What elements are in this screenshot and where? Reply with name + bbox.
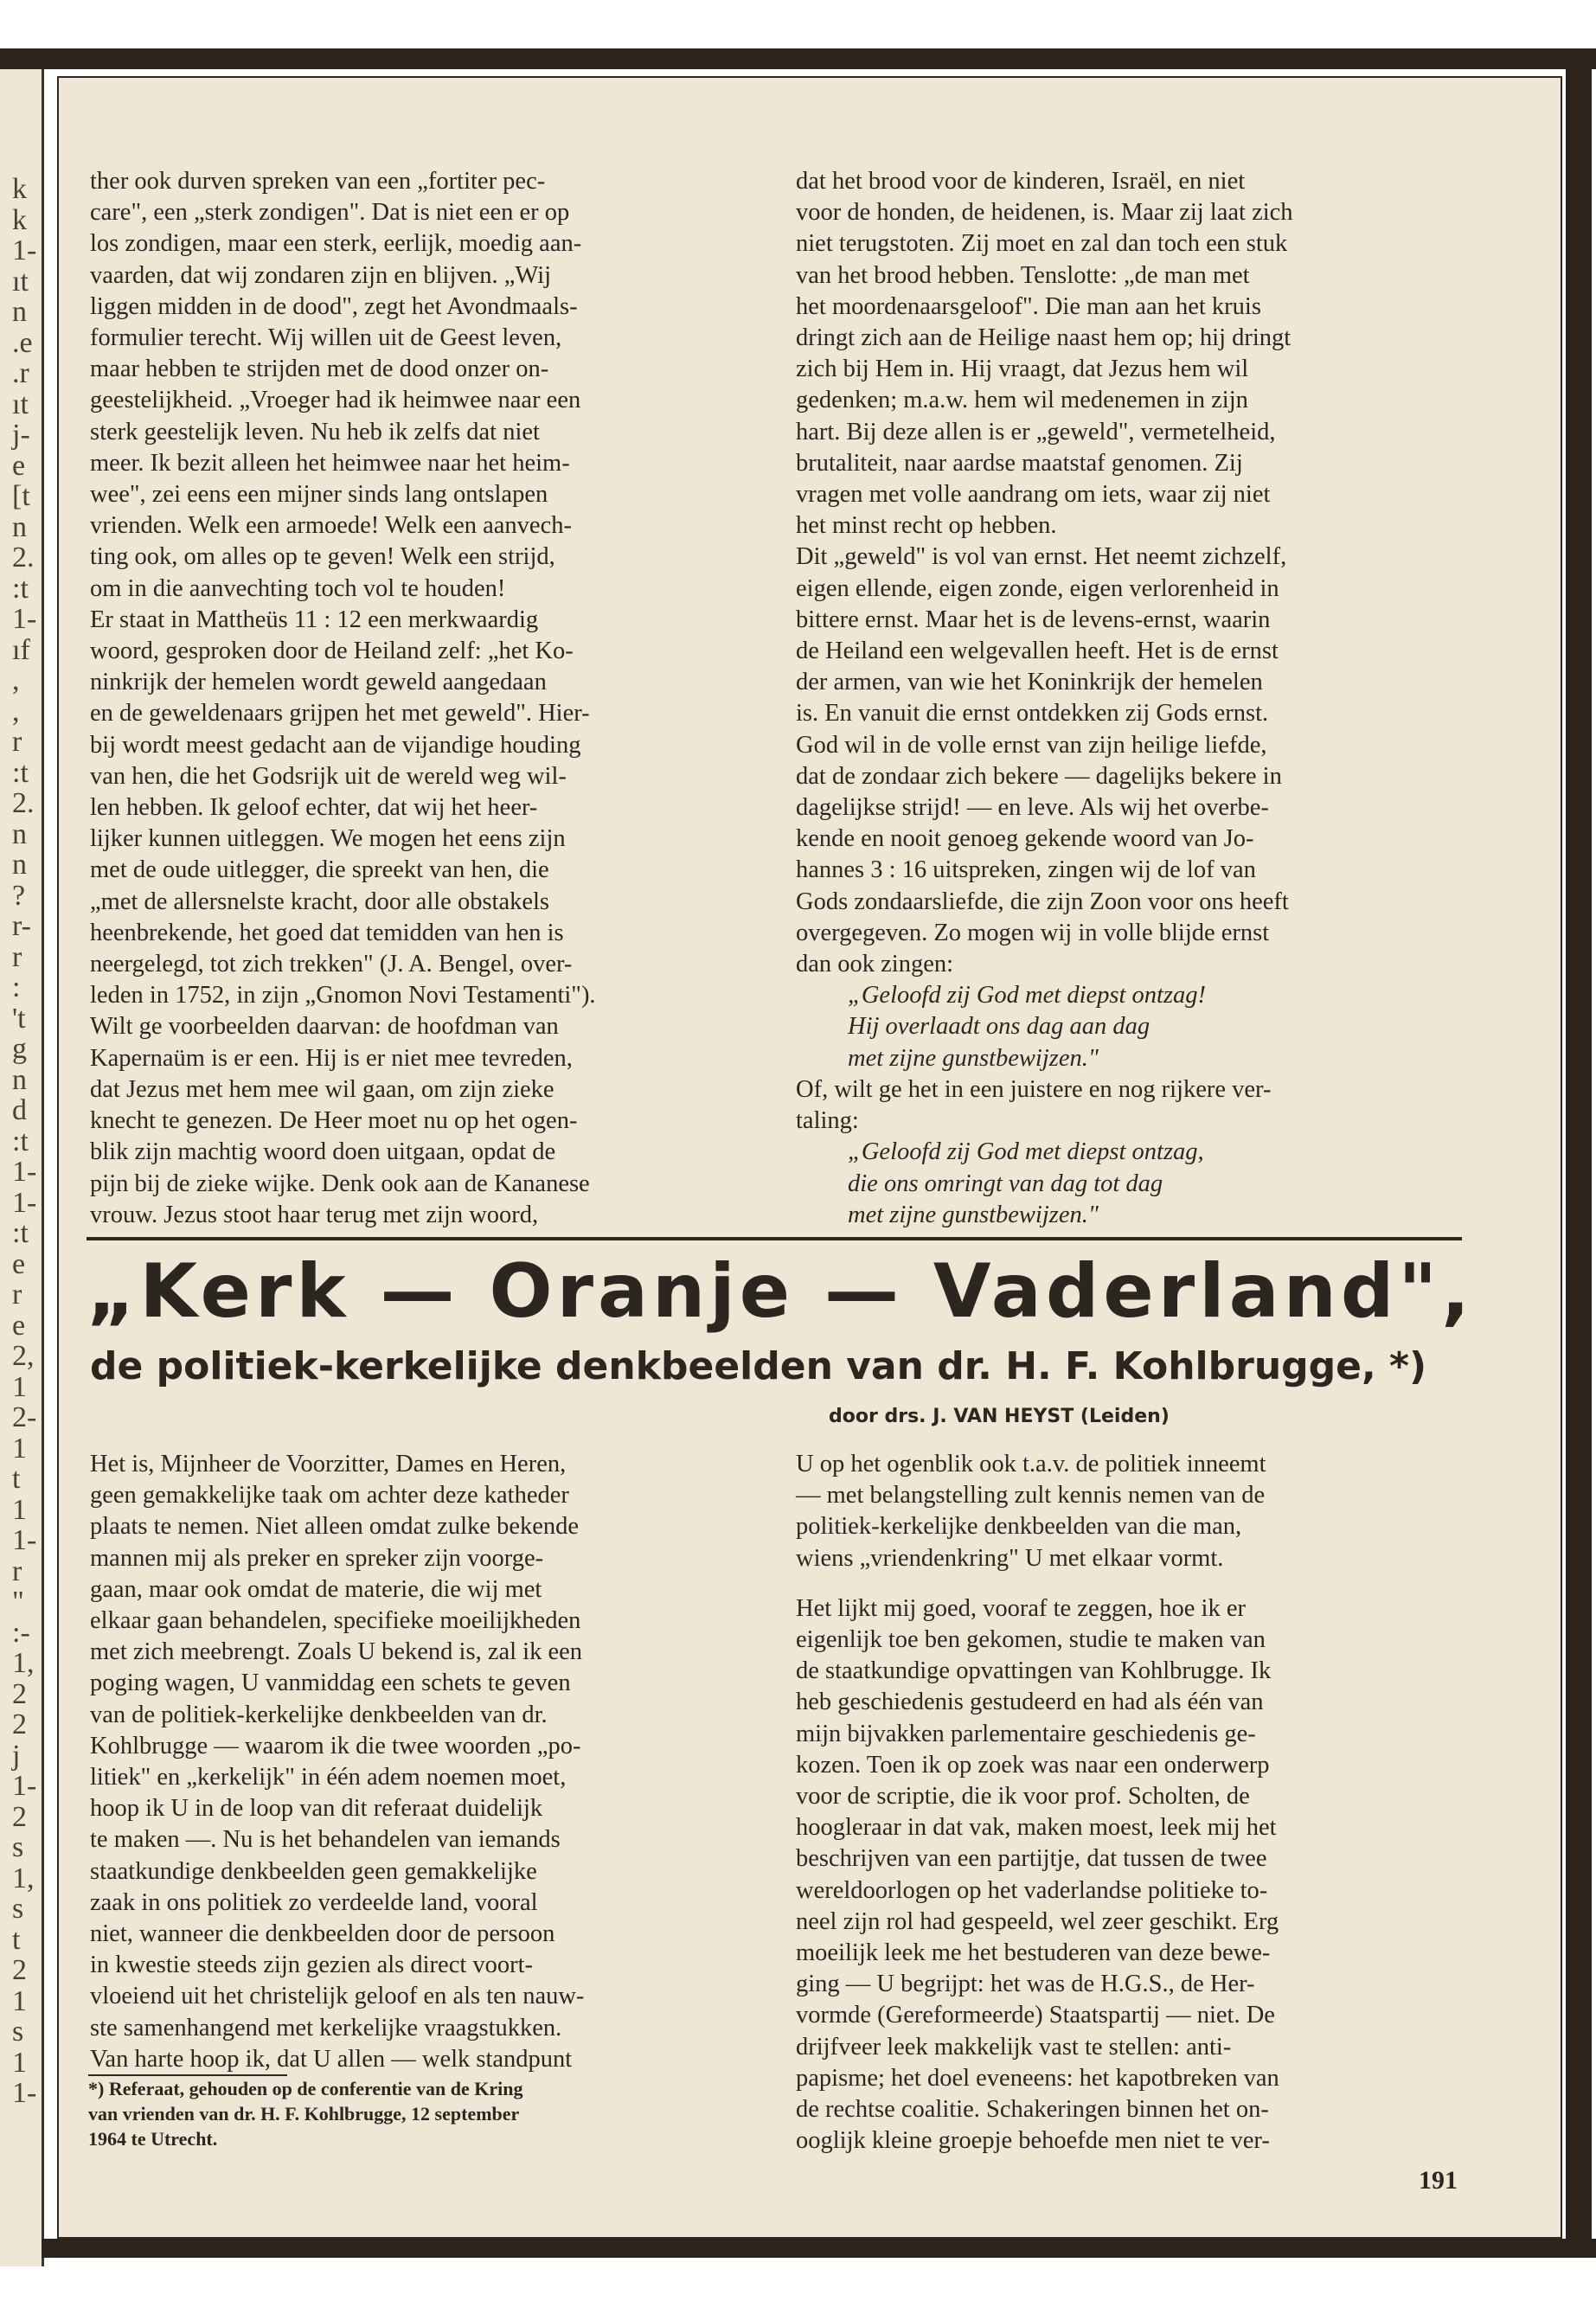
text-line: „Geloofd zij God met diepst ontzag! bbox=[848, 982, 1207, 1009]
bottom-right-column bbox=[796, 1449, 1469, 2157]
text-line: hoogleraar in dat vak, maken moest, leek mij het bbox=[796, 1814, 1277, 1842]
adjacent-page-strip bbox=[0, 52, 44, 2266]
text-line: Gods zondaarsliefde, die zijn Zoon voor ons heeft bbox=[796, 888, 1289, 915]
text-line: vormde (Gereformeerde) Staatspartij — niet. De bbox=[796, 2002, 1275, 2029]
text-line: poging wagen, U vanmiddag een schets te geven bbox=[90, 1670, 571, 1697]
text-line: „met de allersnelste kracht, door alle obstakels bbox=[90, 888, 550, 915]
text-line: ther ook durven spreken van een „fortiter pec- bbox=[90, 168, 546, 195]
text-line: drijfveer leek makkelijk vast te stellen: anti- bbox=[796, 2033, 1232, 2061]
text-line: woord, gesproken door de Heiland zelf: „het Ko- bbox=[90, 638, 574, 665]
text-line: de rechtse coalitie. Schakeringen binnen het on- bbox=[796, 2096, 1269, 2124]
text-line: niet terugstoten. Zij moet en zal dan toch een stuk bbox=[796, 230, 1288, 258]
text-line: vrienden. Welk een armoede! Welk een aanvech- bbox=[90, 512, 572, 540]
text-line: taling: bbox=[796, 1107, 859, 1135]
bottom-left-column bbox=[90, 1449, 763, 2075]
adjacent-page-fragment: r bbox=[12, 940, 22, 973]
adjacent-page-fragment: : bbox=[12, 971, 21, 1003]
text-line: geestelijkheid. „Vroeger had ik heimwee naar een bbox=[90, 387, 581, 414]
adjacent-page-fragment: n bbox=[12, 296, 27, 328]
text-line: Hij overlaadt ons dag aan dag bbox=[848, 1013, 1151, 1041]
text-line: „Geloofd zij God met diepst ontzag, bbox=[848, 1138, 1204, 1166]
top-left-column bbox=[90, 166, 760, 1231]
adjacent-page-fragment: s bbox=[12, 1831, 24, 1863]
text-line: meer. Ik bezit alleen het heimwee naar het heim- bbox=[90, 449, 570, 477]
text-line: dat de zondaar zich bekere — dagelijks bekere in bbox=[796, 762, 1282, 790]
text-line: knecht te genezen. De Heer moet nu op het ogen- bbox=[90, 1107, 578, 1135]
between-poems-text bbox=[796, 1074, 1469, 1137]
adjacent-page-fragment: :t bbox=[12, 756, 29, 789]
bottom-right-paragraph-2 bbox=[796, 1593, 1469, 2157]
text-line: politiek-kerkelijke denkbeelden van die man, bbox=[796, 1513, 1242, 1541]
article-subheading: de politiek-kerkelijke denkbeelden van dr. H. F. Kohlbrugge, *) bbox=[90, 1344, 1427, 1388]
adjacent-page-fragment: ıt bbox=[12, 388, 29, 420]
text-line: eigenlijk toe ben gekomen, studie te maken van bbox=[796, 1626, 1266, 1654]
text-line: care", een „sterk zondigen". Dat is niet een er op bbox=[90, 199, 570, 227]
text-line: voor de scriptie, die ik voor prof. Scholten, de bbox=[796, 1783, 1250, 1811]
adjacent-page-fragment: k bbox=[12, 203, 27, 236]
text-line: dat Jezus met hem mee wil gaan, om zijn zieke bbox=[90, 1075, 554, 1103]
text-line: wiens „vriendenkring" U met elkaar vormt. bbox=[796, 1544, 1224, 1572]
text-line: ninkrijk der hemelen wordt geweld aangedaan bbox=[90, 669, 547, 696]
adjacent-page-fragment: 2 bbox=[12, 1677, 27, 1710]
text-line: litiek" en „kerkelijk" in één adem noemen moet, bbox=[90, 1764, 567, 1791]
adjacent-page-fragment: n bbox=[12, 849, 27, 881]
text-line: sterk geestelijk leven. Nu heb ik zelfs dat niet bbox=[90, 418, 540, 445]
adjacent-page-fragment: :t bbox=[12, 572, 29, 605]
adjacent-page-fragment: .r bbox=[12, 357, 29, 389]
text-line: wee", zei eens een mijner sinds lang ontslapen bbox=[90, 481, 548, 509]
text-line: vaarden, dat wij zondaren zijn en blijven. „Wij bbox=[90, 261, 552, 289]
text-line: Het lijkt mij goed, vooraf te zeggen, hoe ik er bbox=[796, 1594, 1246, 1622]
text-line: van de politiek-kerkelijke denkbeelden van dr. bbox=[90, 1701, 548, 1728]
text-line: hannes 3 : 16 uitspreken, zingen wij de lof van bbox=[796, 856, 1256, 884]
adjacent-page-fragment: :t bbox=[12, 1125, 29, 1157]
text-line: de Heiland een welgevallen heeft. Het is de ernst bbox=[796, 638, 1279, 665]
text-line: heb geschiedenis gestudeerd en had als één van bbox=[796, 1689, 1264, 1716]
text-line: staatkundige denkbeelden geen gemakkelijke bbox=[90, 1857, 537, 1885]
article-byline: door drs. J. VAN HEYST (Leiden) bbox=[829, 1406, 1170, 1427]
adjacent-page-fragment: 1- bbox=[12, 1524, 37, 1556]
text-line: voor de honden, de heidenen, is. Maar zij laat zich bbox=[796, 199, 1293, 227]
text-line: en de geweldenaars grijpen het met geweld". Hier- bbox=[90, 700, 590, 727]
text-line: *) Referaat, gehouden op de conferentie van de Kring bbox=[88, 2078, 523, 2099]
article-headline: „Kerk — Oranje — Vaderland", bbox=[87, 1248, 1474, 1335]
adjacent-page-fragment: 1- bbox=[12, 1156, 37, 1188]
text-line: Het is, Mijnheer de Voorzitter, Dames en Heren, bbox=[90, 1451, 567, 1477]
text-line: neel zijn rol had gespeeld, wel zeer geschikt. Erg bbox=[796, 1907, 1279, 1935]
text-line: plaats te nemen. Niet alleen omdat zulke bekende bbox=[90, 1513, 580, 1541]
adjacent-page-fragment: :t bbox=[12, 1217, 29, 1249]
adjacent-page-fragment: ıt bbox=[12, 265, 29, 298]
text-line: wereldoorlogen op het vaderlandse politieke to- bbox=[796, 1876, 1268, 1904]
text-line: U op het ogenblik ook t.a.v. de politiek inneemt bbox=[796, 1451, 1266, 1477]
adjacent-page-fragment: " bbox=[12, 1586, 24, 1618]
text-line: blik zijn machtig woord doen uitgaan, opdat de bbox=[90, 1138, 556, 1166]
adjacent-page-fragment: 2. bbox=[12, 542, 35, 574]
adjacent-page-fragment: j- bbox=[12, 419, 30, 451]
text-line: met zich meebrengt. Zoals U bekend is, zal ik een bbox=[90, 1638, 582, 1666]
adjacent-page-fragment: n bbox=[12, 510, 27, 543]
text-line: len hebben. Ik geloof echter, dat wij het heer- bbox=[90, 794, 538, 822]
text-line: het moordenaarsgeloof". Die man aan het kruis bbox=[796, 292, 1261, 320]
adjacent-page-fragment: 2 bbox=[12, 1800, 27, 1833]
text-line: lijker kunnen uitleggen. We mogen het eens zijn bbox=[90, 825, 566, 853]
text-line: maar hebben te strijden met de dood onzer on- bbox=[90, 356, 549, 383]
text-line: niet, wanneer die denkbeelden door de persoon bbox=[90, 1920, 555, 1948]
text-line: vloeiend uit het christelijk geloof en als ten nauw- bbox=[90, 1983, 585, 2010]
text-line: ting ook, om alles op te geven! Welk een strijd, bbox=[90, 543, 555, 571]
adjacent-page-fragment: 1 bbox=[12, 1984, 27, 2017]
adjacent-page-fragment: 1, bbox=[12, 1862, 35, 1894]
adjacent-page-fragment: g bbox=[12, 1033, 27, 1065]
text-line: in kwestie steeds zijn gezien als direct voort- bbox=[90, 1952, 534, 1979]
text-line: ooglijk kleine groepje behoefde men niet te ver- bbox=[796, 2127, 1270, 2155]
adjacent-page-fragment: 2. bbox=[12, 787, 35, 819]
adjacent-page-fragment: j bbox=[12, 1739, 21, 1772]
text-line: gedenken; m.a.w. hem wil medenemen in zijn bbox=[796, 387, 1248, 414]
text-line: los zondigen, maar een sterk, eerlijk, moedig aan- bbox=[90, 230, 582, 258]
text-line: overgegeven. Zo mogen wij in volle blijde ernst bbox=[796, 919, 1270, 946]
text-line: God wil in de volle ernst van zijn heilige liefde, bbox=[796, 731, 1267, 759]
adjacent-page-fragment: t bbox=[12, 1923, 21, 1956]
text-line: dringt zich aan de Heilige naast hem op; hij dringt bbox=[796, 324, 1292, 352]
adjacent-page-fragment: r bbox=[12, 1279, 22, 1311]
adjacent-page-fragment: d bbox=[12, 1094, 27, 1126]
text-line: pijn bij de zieke wijke. Denk ook aan de Kananese bbox=[90, 1170, 590, 1197]
adjacent-page-fragment: , bbox=[12, 695, 20, 727]
top-right-paragraphs bbox=[796, 166, 1469, 980]
adjacent-page-fragment: n bbox=[12, 1063, 27, 1096]
text-line: de staatkundige opvattingen van Kohlbrugge. Ik bbox=[796, 1657, 1272, 1685]
scan-border-right bbox=[1566, 48, 1592, 2254]
text-line: te maken —. Nu is het behandelen van iemands bbox=[90, 1826, 561, 1854]
adjacent-page-fragment: 1, bbox=[12, 1647, 35, 1679]
text-line: dat het brood voor de kinderen, Israël, en niet bbox=[796, 168, 1246, 195]
text-line: van het brood hebben. Tenslotte: „de man met bbox=[796, 261, 1250, 289]
text-line: bij wordt meest gedacht aan de vijandige houding bbox=[90, 731, 581, 759]
adjacent-page-fragment: 1 bbox=[12, 2046, 27, 2079]
text-line: Dit „geweld" is vol van ernst. Het neemt zichzelf, bbox=[796, 543, 1287, 571]
adjacent-page-fragment: 1- bbox=[12, 234, 37, 266]
adjacent-page-fragment: 1- bbox=[12, 2077, 37, 2109]
bottom-right-paragraph-1 bbox=[796, 1449, 1469, 1574]
text-line: elkaar gaan behandelen, specifieke moeilijkheden bbox=[90, 1607, 581, 1635]
text-line: beschrijven van een partijtje, dat tussen de twee bbox=[796, 1845, 1267, 1873]
text-line: brutaliteit, naar aardse maatstaf genomen. Zij bbox=[796, 449, 1243, 477]
adjacent-page-fragment: s bbox=[12, 1893, 24, 1925]
text-line: neergelegd, tot zich trekken" (J. A. Bengel, over- bbox=[90, 951, 573, 978]
text-line: kozen. Toen ik op zoek was naar een onderwerp bbox=[796, 1751, 1270, 1779]
text-line: ste samenhangend met kerkelijke vraagstukken. bbox=[90, 2014, 562, 2041]
text-line: het minst recht op hebben. bbox=[796, 512, 1057, 540]
text-line: 1964 te Utrecht. bbox=[88, 2128, 218, 2150]
adjacent-page-fragment: .e bbox=[12, 326, 33, 359]
adjacent-page-fragment: 1- bbox=[12, 1770, 37, 1802]
poem-stanza-2 bbox=[848, 1137, 1469, 1231]
adjacent-page-fragment: r bbox=[12, 726, 22, 758]
text-line: ging — U begrijpt: het was de H.G.S., de Her- bbox=[796, 1971, 1255, 1998]
text-line: Kapernaüm is er een. Hij is er niet mee tevreden, bbox=[90, 1044, 573, 1072]
text-line: Van harte hoop ik, dat U allen — welk standpunt bbox=[90, 2045, 573, 2073]
text-line: van hen, die het Godsrijk uit de wereld weg wil- bbox=[90, 762, 567, 790]
text-line: der armen, van wie het Koninkrijk der hemelen bbox=[796, 669, 1263, 696]
adjacent-page-fragment: t bbox=[12, 1463, 21, 1495]
adjacent-page-fragment: ? bbox=[12, 879, 26, 912]
adjacent-page-fragment: ıf bbox=[12, 633, 30, 666]
text-line: heenbrekende, het goed dat temidden van hen is bbox=[90, 919, 564, 946]
text-line: mijn bijvakken parlementaire geschiedenis ge- bbox=[796, 1720, 1256, 1747]
text-line: leden in 1752, in zijn „Gnomon Novi Testamenti"). bbox=[90, 982, 596, 1009]
adjacent-page-fragment: 2 bbox=[12, 1954, 27, 1986]
adjacent-page-fragment: r bbox=[12, 1554, 22, 1587]
text-line: geen gemakkelijke taak om achter deze katheder bbox=[90, 1482, 569, 1509]
text-line: kende en nooit genoeg gekende woord van Jo- bbox=[796, 825, 1254, 853]
top-right-column bbox=[796, 166, 1469, 1231]
text-line: vragen met volle aandrang om iets, waar zij niet bbox=[796, 481, 1271, 509]
scan-border-top bbox=[0, 48, 1596, 69]
text-line: liggen midden in de dood", zegt het Avondmaals- bbox=[90, 292, 578, 320]
footnote bbox=[88, 2076, 763, 2151]
adjacent-page-fragment: 1 bbox=[12, 1432, 27, 1465]
text-line: Er staat in Mattheüs 11 : 12 een merkwaardig bbox=[90, 606, 539, 633]
adjacent-page-fragment: 't bbox=[12, 1002, 26, 1035]
adjacent-page-fragment: 2 bbox=[12, 1708, 27, 1740]
headline-rule bbox=[87, 1237, 1462, 1240]
text-line: eigen ellende, eigen zonde, eigen verlorenheid in bbox=[796, 574, 1279, 602]
text-line: met de oude uitlegger, die spreekt van hen, die bbox=[90, 856, 549, 884]
text-line: met zijne gunstbewijzen." bbox=[848, 1044, 1099, 1072]
adjacent-page-fragment: 1 bbox=[12, 1493, 27, 1526]
text-line: zaak in ons politiek zo verdeelde land, vooral bbox=[90, 1888, 538, 1916]
scan-border-bottom bbox=[42, 2239, 1596, 2258]
adjacent-page-fragment: k bbox=[12, 173, 27, 205]
adjacent-page-fragment: e bbox=[12, 449, 26, 482]
adjacent-page-fragment: 1- bbox=[12, 1186, 37, 1219]
text-line: Of, wilt ge het in een juistere en nog rijkere ver- bbox=[796, 1075, 1272, 1103]
text-line: Wilt ge voorbeelden daarvan: de hoofdman van bbox=[90, 1013, 559, 1041]
adjacent-page-fragment: 2- bbox=[12, 1401, 37, 1433]
text-line: bittere ernst. Maar het is de levens-ernst, waarin bbox=[796, 606, 1271, 633]
text-line: gaan, maar ook omdat de materie, die wij met bbox=[90, 1575, 542, 1603]
text-line: hart. Bij deze allen is er „geweld", vermetelheid, bbox=[796, 418, 1276, 445]
adjacent-page-fragment: , bbox=[12, 664, 20, 696]
text-line: papisme; het doel eveneens: het kapotbreken van bbox=[796, 2064, 1279, 2092]
text-line: Kohlbrugge — waarom ik die twee woorden „po- bbox=[90, 1732, 581, 1759]
text-line: om in die aanvechting toch vol te houden! bbox=[90, 574, 506, 602]
text-line: die ons omringt van dag tot dag bbox=[848, 1170, 1163, 1197]
text-line: met zijne gunstbewijzen." bbox=[848, 1201, 1099, 1228]
adjacent-page-fragment: 1- bbox=[12, 603, 37, 635]
text-line: — met belangstelling zult kennis nemen van de bbox=[796, 1482, 1266, 1509]
adjacent-page-fragment: [t bbox=[12, 480, 30, 512]
text-line: zich bij Hem in. Hij vraagt, dat Jezus hem wil bbox=[796, 356, 1249, 383]
adjacent-page-fragment: :- bbox=[12, 1616, 30, 1649]
text-line: moeilijk leek me het bestuderen van deze bewe- bbox=[796, 1939, 1271, 1967]
poem-stanza-1 bbox=[848, 980, 1469, 1074]
text-line: vrouw. Jezus stoot haar terug met zijn woord, bbox=[90, 1201, 539, 1228]
adjacent-page-fragment: r- bbox=[12, 910, 31, 942]
text-line: van vrienden van dr. H. F. Kohlbrugge, 12 september bbox=[88, 2103, 520, 2125]
page-number: 191 bbox=[1419, 2166, 1458, 2195]
adjacent-page-fragment: 2, bbox=[12, 1340, 35, 1372]
text-line: formulier terecht. Wij willen uit de Geest leven, bbox=[90, 324, 562, 352]
adjacent-page-fragment: s bbox=[12, 2016, 24, 2048]
text-line: is. En vanuit die ernst ontdekken zij Gods ernst. bbox=[796, 700, 1269, 727]
text-line: mannen mij als preker en spreker zijn voorge- bbox=[90, 1544, 544, 1572]
text-line: dan ook zingen: bbox=[796, 951, 954, 978]
adjacent-page-fragment: e bbox=[12, 1309, 26, 1342]
adjacent-page-fragment: e bbox=[12, 1247, 26, 1280]
text-line: hoop ik U in de loop van dit referaat duidelijk bbox=[90, 1795, 543, 1823]
text-line: dagelijkse strijd! — en leve. Als wij het overbe- bbox=[796, 794, 1269, 822]
adjacent-page-fragment: n bbox=[12, 817, 27, 850]
adjacent-page-fragment: 1 bbox=[12, 1370, 27, 1403]
